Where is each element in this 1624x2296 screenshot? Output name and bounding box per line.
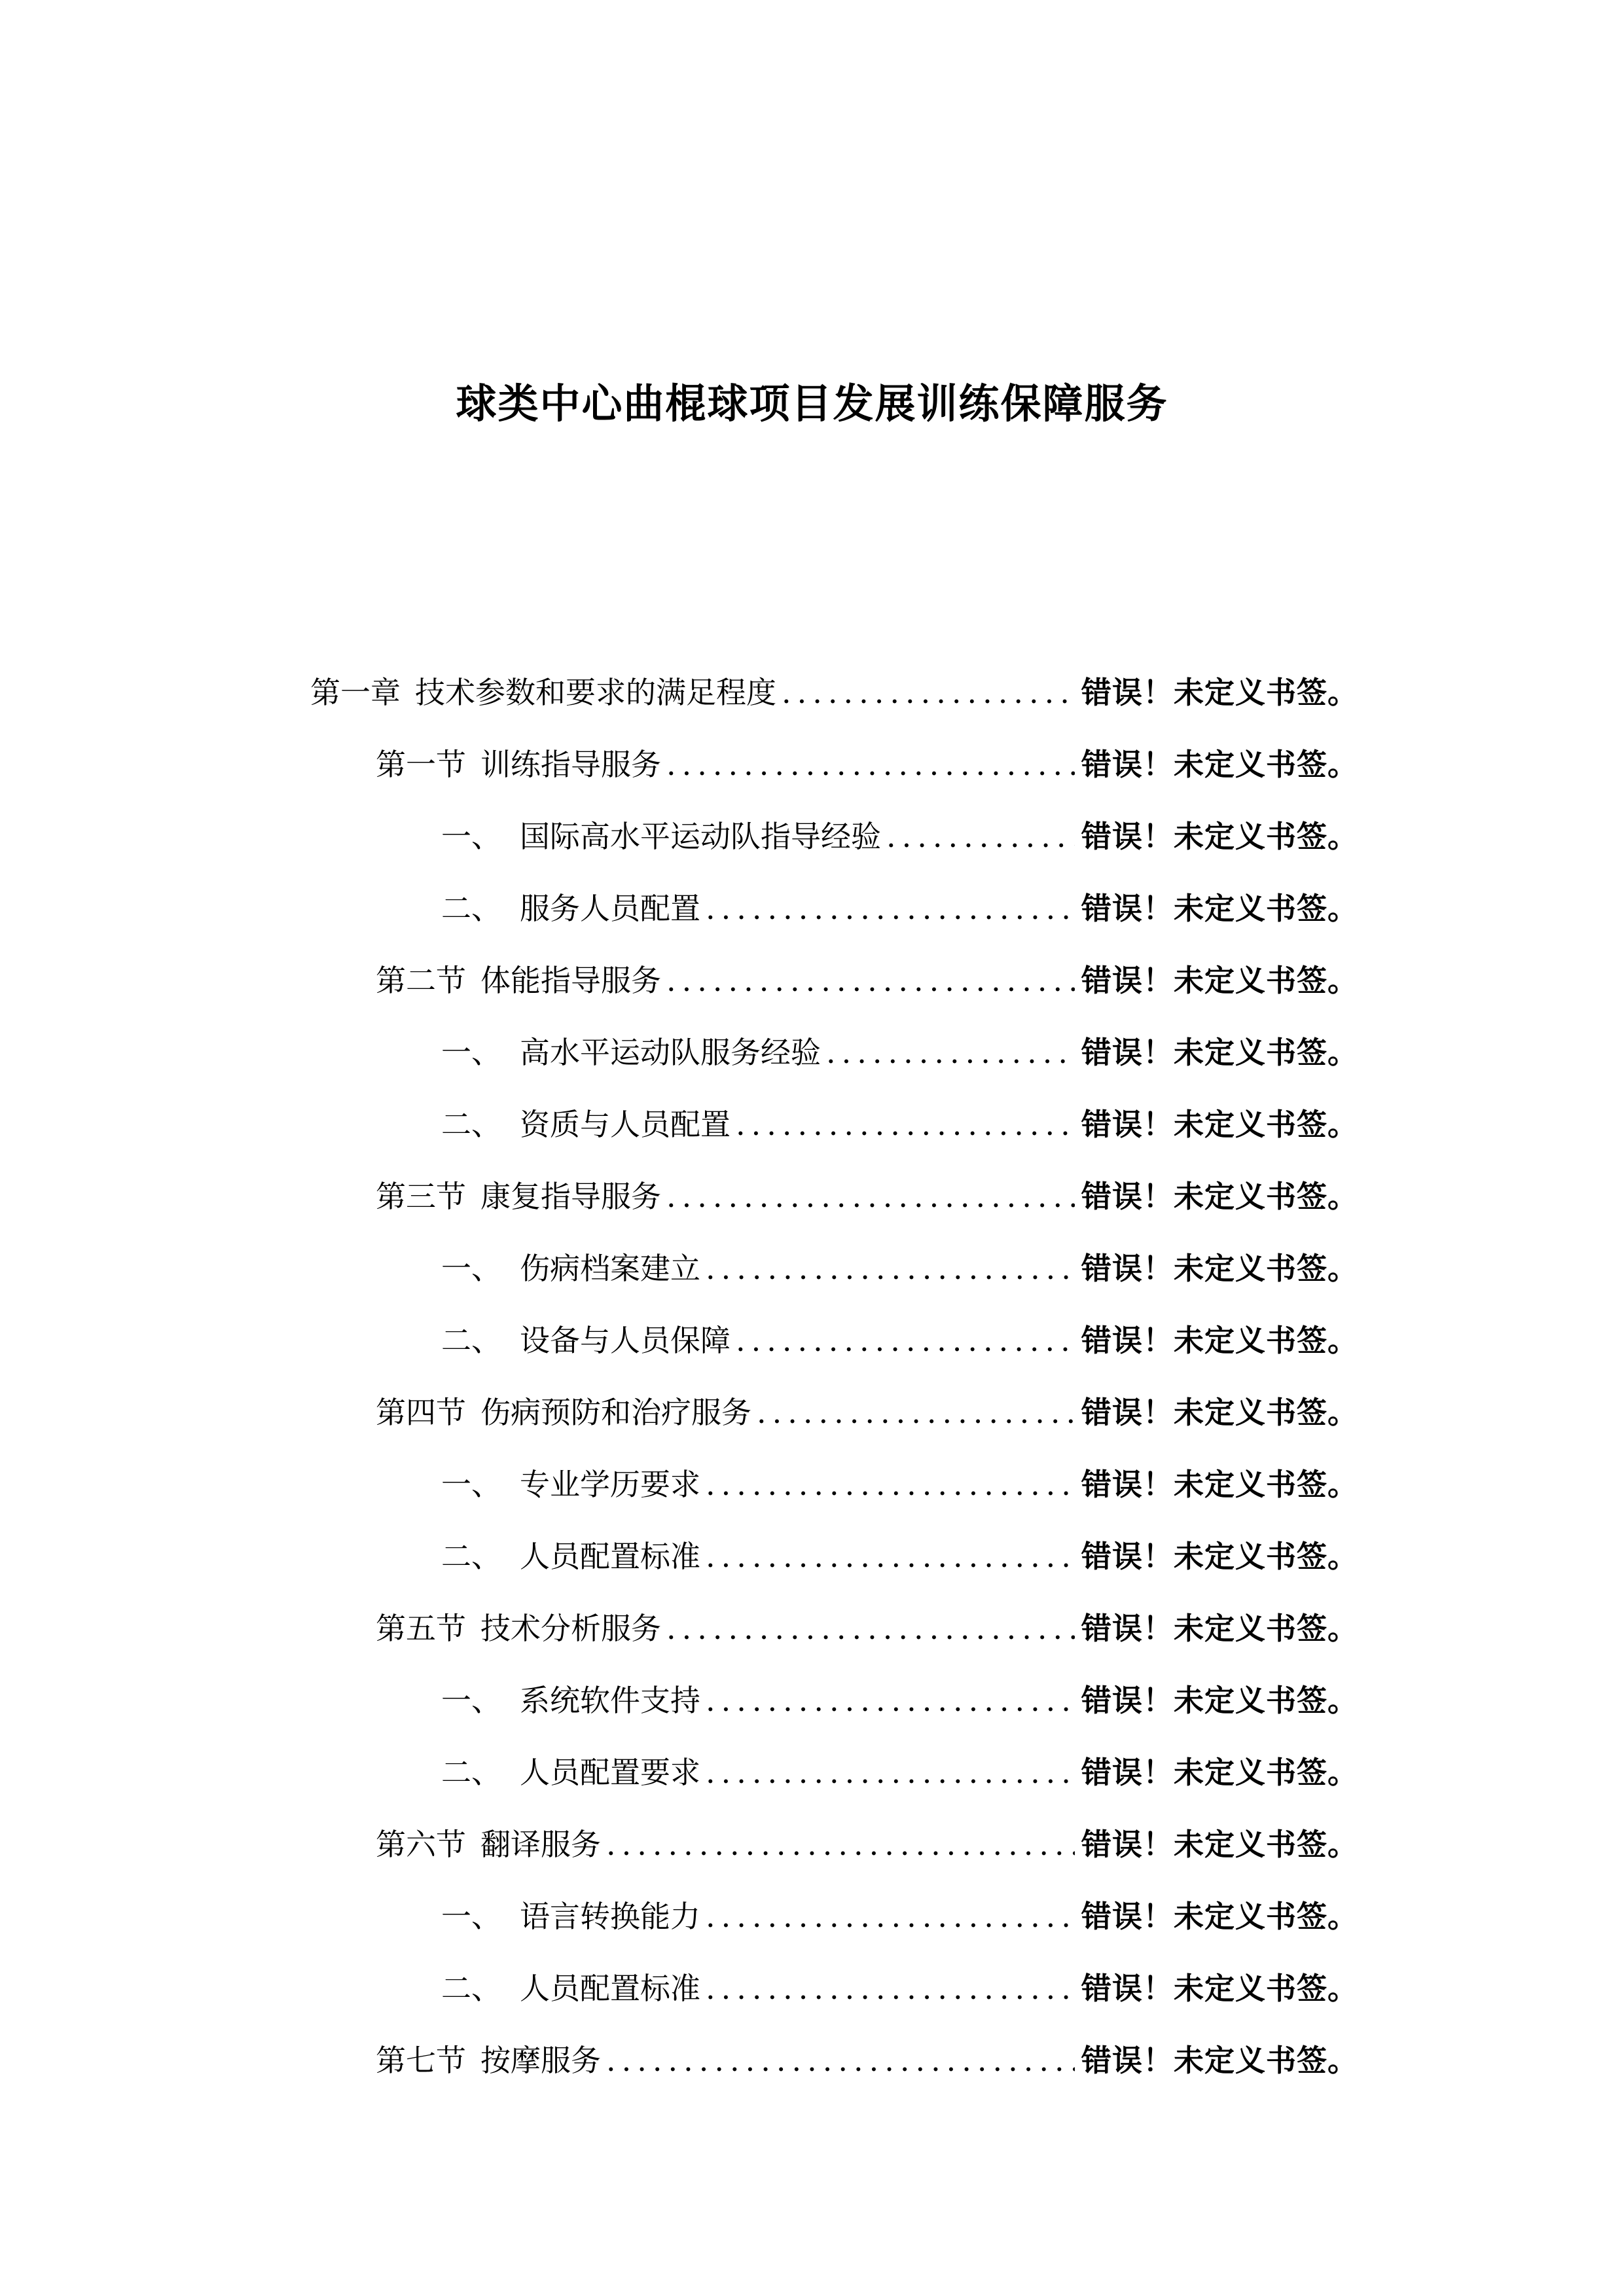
toc-entry[interactable] xyxy=(441,1890,1363,1943)
toc-entry[interactable] xyxy=(376,1602,1363,1655)
toc-entry[interactable] xyxy=(441,882,1363,935)
toc-entry-page-ref: 错误！未定义书签。 xyxy=(1081,1467,1358,1502)
toc-dot-leader xyxy=(666,1170,1075,1223)
toc-dot-leader xyxy=(826,1026,1075,1079)
toc-entry-title: 按摩服务 xyxy=(480,2043,601,2078)
toc-entry-page-ref: 错误！未定义书签。 xyxy=(1081,963,1358,998)
page-title: 球类中心曲棍球项目发展训练保障服务 xyxy=(456,379,1168,427)
toc-dot-leader xyxy=(706,1458,1075,1511)
toc-entry-title: 技术分析服务 xyxy=(480,1611,661,1646)
toc-entry[interactable] xyxy=(376,1386,1363,1439)
toc-entry[interactable] xyxy=(441,1026,1363,1079)
toc-entry[interactable] xyxy=(376,1170,1363,1223)
toc-entry-number: 第七节 xyxy=(376,2043,466,2078)
toc-dot-leader xyxy=(706,1242,1075,1295)
toc-entry-page-ref: 错误！未定义书签。 xyxy=(1081,1395,1358,1430)
toc-entry-page-ref: 错误！未定义书签。 xyxy=(1081,1827,1358,1862)
toc-dot-leader xyxy=(666,954,1075,1007)
toc-dot-leader xyxy=(706,1962,1075,2015)
toc-entry-title: 系统软件支持 xyxy=(520,1683,700,1718)
toc-entry-number: 一、 xyxy=(441,1899,501,1934)
toc-entry-page-ref: 错误！未定义书签。 xyxy=(1081,1035,1358,1070)
toc-entry-number: 第一章 xyxy=(310,675,401,710)
toc-dot-leader xyxy=(736,1098,1075,1151)
toc-entry-number: 一、 xyxy=(441,819,501,854)
toc-entry[interactable] xyxy=(441,1962,1363,2015)
toc-entry-page-ref: 错误！未定义书签。 xyxy=(1081,747,1358,782)
toc-dot-leader xyxy=(606,2034,1075,2087)
toc-entry[interactable] xyxy=(376,2034,1363,2087)
toc-entry-number: 一、 xyxy=(441,1683,501,1718)
toc-entry[interactable] xyxy=(441,1530,1363,1583)
toc-entry-title: 人员配置标准 xyxy=(520,1539,700,1574)
toc-entry-number: 第六节 xyxy=(376,1827,466,1862)
toc-entry-title: 技术参数和要求的满足程度 xyxy=(415,675,776,710)
toc-entry-title: 人员配置标准 xyxy=(520,1971,700,2006)
toc-entry-number: 二、 xyxy=(441,1755,501,1790)
toc-entry[interactable] xyxy=(441,810,1363,863)
toc-entry-title: 人员配置要求 xyxy=(520,1755,700,1790)
toc-dot-leader xyxy=(782,666,1075,719)
toc-entry-page-ref: 错误！未定义书签。 xyxy=(1081,1179,1358,1214)
toc-entry-number: 第三节 xyxy=(376,1179,466,1214)
toc-entry-page-ref: 错误！未定义书签。 xyxy=(1081,1251,1358,1286)
toc-entry[interactable] xyxy=(376,1818,1363,1871)
toc-entry-page-ref: 错误！未定义书签。 xyxy=(1081,1683,1358,1718)
toc-entry[interactable] xyxy=(441,1242,1363,1295)
toc-entry-page-ref: 错误！未定义书签。 xyxy=(1081,1755,1358,1790)
toc-entry-title: 设备与人员保障 xyxy=(520,1323,731,1358)
toc-entry-title: 资质与人员配置 xyxy=(520,1107,731,1142)
toc-entry-number: 一、 xyxy=(441,1035,501,1070)
toc-entry-page-ref: 错误！未定义书签。 xyxy=(1081,1539,1358,1574)
toc-entry-number: 二、 xyxy=(441,1107,501,1142)
toc-entry-page-ref: 错误！未定义书签。 xyxy=(1081,1971,1358,2006)
toc-entry[interactable] xyxy=(441,1746,1363,1799)
toc-entry-title: 训练指导服务 xyxy=(480,747,661,782)
toc-entry-title: 康复指导服务 xyxy=(480,1179,661,1214)
toc-dot-leader xyxy=(706,1674,1075,1727)
toc-entry-number: 第一节 xyxy=(376,747,466,782)
toc-entry-title: 伤病档案建立 xyxy=(520,1251,700,1286)
toc-entry-title: 语言转换能力 xyxy=(520,1899,700,1934)
toc-entry-title: 服务人员配置 xyxy=(520,891,700,926)
toc-entry[interactable] xyxy=(310,666,1363,719)
toc-entry-number: 二、 xyxy=(441,1971,501,2006)
toc-entry[interactable] xyxy=(441,1098,1363,1151)
toc-entry-number: 二、 xyxy=(441,891,501,926)
toc-entry-page-ref: 错误！未定义书签。 xyxy=(1081,2043,1358,2078)
toc-entry-title: 高水平运动队服务经验 xyxy=(520,1035,821,1070)
toc-dot-leader xyxy=(736,1314,1075,1367)
toc-entry-page-ref: 错误！未定义书签。 xyxy=(1081,675,1358,710)
toc-dot-leader xyxy=(757,1386,1075,1439)
toc-entry-title: 国际高水平运动队指导经验 xyxy=(520,819,881,854)
toc-entry-number: 二、 xyxy=(441,1323,501,1358)
toc-dot-leader xyxy=(706,1746,1075,1799)
toc-dot-leader xyxy=(666,1602,1075,1655)
toc-dot-leader xyxy=(666,738,1075,791)
toc-entry-number: 二、 xyxy=(441,1539,501,1574)
toc-entry[interactable] xyxy=(441,1674,1363,1727)
toc-entry-page-ref: 错误！未定义书签。 xyxy=(1081,891,1358,926)
toc-entry[interactable] xyxy=(441,1458,1363,1511)
toc-entry-title: 体能指导服务 xyxy=(480,963,661,998)
toc-dot-leader xyxy=(706,1530,1075,1583)
toc-dot-leader xyxy=(706,1890,1075,1943)
toc-entry-number: 一、 xyxy=(441,1251,501,1286)
toc-entry-page-ref: 错误！未定义书签。 xyxy=(1081,1323,1358,1358)
toc-dot-leader xyxy=(606,1818,1075,1871)
toc-entry-page-ref: 错误！未定义书签。 xyxy=(1081,1899,1358,1934)
toc-entry-page-ref: 错误！未定义书签。 xyxy=(1081,819,1358,854)
toc-entry-title: 翻译服务 xyxy=(480,1827,601,1862)
toc-dot-leader xyxy=(886,810,1075,863)
toc-entry-page-ref: 错误！未定义书签。 xyxy=(1081,1107,1358,1142)
toc-entry-title: 伤病预防和治疗服务 xyxy=(480,1395,751,1430)
toc-entry-number: 一、 xyxy=(441,1467,501,1502)
toc-dot-leader xyxy=(706,882,1075,935)
toc-entry-number: 第五节 xyxy=(376,1611,466,1646)
toc-entry-title: 专业学历要求 xyxy=(520,1467,700,1502)
toc-entry-number: 第四节 xyxy=(376,1395,466,1430)
toc-entry[interactable] xyxy=(376,738,1363,791)
toc-entry[interactable] xyxy=(441,1314,1363,1367)
toc-entry-page-ref: 错误！未定义书签。 xyxy=(1081,1611,1358,1646)
toc-entry[interactable] xyxy=(376,954,1363,1007)
toc-entry-number: 第二节 xyxy=(376,963,466,998)
